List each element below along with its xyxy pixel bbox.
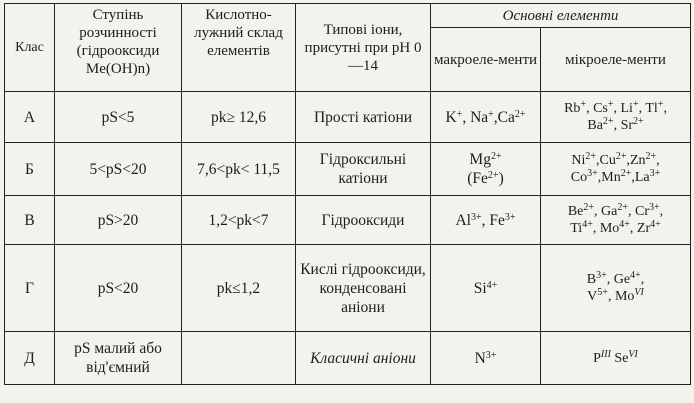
element-symbol: Co — [570, 170, 588, 185]
cell-solubility: pS малий або від'ємний — [55, 332, 182, 385]
element-symbol: , — [659, 204, 664, 219]
element-symbol: Ti — [570, 221, 583, 236]
element-symbol: Rb — [564, 101, 581, 116]
cell-ions: Кислі гідрооксиди, конденсовані аніони — [296, 245, 431, 332]
element-symbol: ,Cu — [595, 153, 616, 168]
ion-charge: 3+ — [649, 168, 661, 179]
formula-line — [543, 100, 688, 117]
ion-charge: 4+ — [582, 219, 593, 230]
element-symbol: Ba — [587, 118, 603, 133]
ion-charge: 2+ — [490, 151, 502, 162]
header-row-1 — [5, 4, 691, 28]
ion-charge: 3+ — [649, 202, 660, 213]
header-class: Клас — [5, 4, 55, 92]
formula-line — [543, 271, 688, 288]
ion-charge: 2+ — [585, 151, 596, 162]
cell-solubility: pS>20 — [55, 196, 182, 245]
cell-acid-base: 1,2<pk<7 — [182, 196, 296, 245]
element-symbol: ) — [498, 170, 504, 187]
ion-charge: 2+ — [633, 116, 644, 127]
ion-charge: 4+ — [486, 279, 498, 291]
cell-macro — [431, 92, 541, 143]
cell-micro — [541, 332, 691, 385]
ion-charge: 3+ — [504, 211, 516, 223]
element-symbol: ,Mn — [597, 170, 621, 185]
element-symbol: , Mo — [607, 289, 635, 304]
element-symbol: , Fe — [481, 211, 505, 229]
cell-class: Д — [5, 332, 55, 385]
element-symbol: ,Ca — [493, 108, 515, 126]
cell-micro — [541, 143, 691, 196]
ion-charge: + — [456, 108, 463, 120]
formula-line — [543, 203, 688, 220]
cell-ions: Гідрооксиди — [296, 196, 431, 245]
table-row — [5, 196, 691, 245]
ion-charge: 3+ — [596, 270, 607, 281]
ion-charge: 3+ — [587, 168, 598, 179]
formula-line — [543, 169, 688, 186]
element-symbol: , — [640, 272, 645, 287]
cell-macro — [431, 332, 541, 385]
element-symbol: , Na — [462, 108, 489, 126]
cell-micro — [541, 92, 691, 143]
formula-line — [543, 152, 688, 169]
cell-acid-base: pk≤1,2 — [182, 245, 296, 332]
cell-acid-base: 7,6<pk< 11,5 — [182, 143, 296, 196]
element-symbol: K — [445, 108, 457, 126]
ion-charge: 4+ — [619, 219, 630, 230]
element-symbol: , Ga — [594, 204, 618, 219]
cell-solubility: pS<20 — [55, 245, 182, 332]
cell-micro — [541, 245, 691, 332]
ion-charge: III — [600, 348, 611, 360]
ion-charge: 2+ — [487, 170, 499, 181]
cell-ions: Класичні аніони — [296, 332, 431, 385]
element-symbol: Be — [567, 204, 584, 219]
ion-charge: + — [488, 108, 494, 120]
cell-macro — [431, 143, 541, 196]
header-solubility: Ступінь розчинності (гідрооксиди Me(OH)n) — [55, 4, 182, 92]
ion-charge: 4+ — [630, 270, 641, 281]
ion-charge: 2+ — [583, 202, 595, 213]
element-symbol: Si — [473, 279, 487, 297]
table-row — [5, 143, 691, 196]
ion-charge: VI — [628, 348, 638, 360]
ion-charge: 2+ — [617, 202, 629, 213]
element-symbol: Mg — [469, 151, 491, 168]
ion-charge: 2+ — [645, 151, 657, 162]
element-symbol: , Li — [613, 101, 633, 116]
cell-class: А — [5, 92, 55, 143]
element-symbol: , Zr — [629, 221, 651, 236]
header-acid-base: Кислотно-лужний склад елементів — [182, 4, 296, 92]
table-row — [5, 245, 691, 332]
element-symbol: Ni — [571, 153, 586, 168]
ion-charge: 3+ — [485, 349, 497, 361]
element-classification-table — [4, 3, 691, 385]
header-main-elements: Основні елементи — [431, 4, 691, 28]
cell-solubility: 5<pS<20 — [55, 143, 182, 196]
ion-charge: 2+ — [620, 168, 632, 179]
cell-macro — [431, 196, 541, 245]
ion-charge: 3+ — [470, 211, 482, 223]
element-symbol: , Sr — [613, 118, 634, 133]
element-symbol: , — [656, 153, 660, 168]
header-macro: макроеле-менти — [431, 28, 541, 92]
cell-solubility: pS<5 — [55, 92, 182, 143]
header-micro: мікроеле-менти — [541, 28, 691, 92]
element-symbol: Al — [455, 211, 471, 229]
header-ions: Типові іони, присутні при pH 0—14 — [296, 4, 431, 92]
element-symbol: V — [587, 289, 598, 304]
formula-line — [433, 169, 538, 188]
cell-class: Б — [5, 143, 55, 196]
formula-line — [543, 288, 688, 305]
ion-charge: 2+ — [602, 116, 614, 127]
cell-class: В — [5, 196, 55, 245]
element-symbol: , Cs — [586, 101, 608, 116]
element-symbol: (Fe — [467, 170, 488, 187]
element-symbol: , Tl — [638, 101, 658, 116]
formula-line — [543, 117, 688, 134]
ion-charge: 2+ — [615, 151, 627, 162]
element-symbol: P — [593, 350, 601, 366]
cell-ions: Прості катіони — [296, 92, 431, 143]
element-symbol: , Ge — [606, 272, 631, 287]
element-symbol: N — [474, 349, 486, 367]
cell-macro — [431, 245, 541, 332]
ion-charge: + — [632, 99, 639, 110]
ion-charge: + — [657, 99, 664, 110]
cell-micro — [541, 196, 691, 245]
cell-class: Г — [5, 245, 55, 332]
element-symbol: , Mo — [592, 221, 620, 236]
ion-charge: + — [607, 99, 614, 110]
formula-line — [433, 150, 538, 169]
ion-charge: 2+ — [514, 108, 526, 120]
formula-line — [543, 220, 688, 237]
ion-charge: 4+ — [650, 219, 661, 230]
ion-charge: + — [580, 99, 587, 110]
ion-charge: VI — [634, 287, 644, 298]
element-symbol: ,La — [631, 170, 650, 185]
cell-acid-base — [182, 332, 296, 385]
table-row — [5, 92, 691, 143]
cell-ions: Гідроксильні катіони — [296, 143, 431, 196]
cell-acid-base: pk≥ 12,6 — [182, 92, 296, 143]
element-symbol: ,Zn — [626, 153, 646, 168]
element-symbol: , — [663, 101, 667, 116]
ion-charge: 5+ — [597, 287, 608, 298]
element-symbol: , Cr — [628, 204, 650, 219]
element-symbol: Se — [610, 350, 629, 366]
table-row — [5, 332, 691, 385]
element-symbol: B — [586, 272, 597, 287]
